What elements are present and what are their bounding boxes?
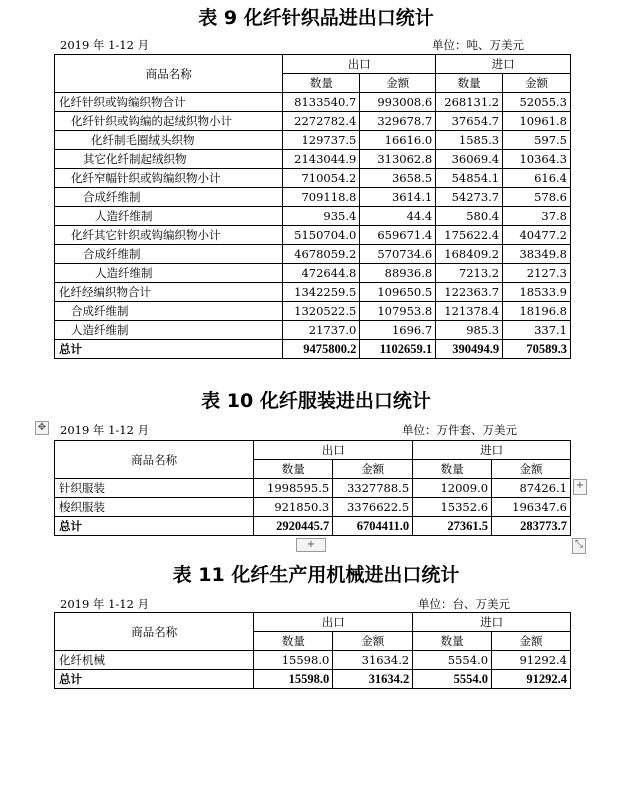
row-name: 合成纤维制 — [55, 302, 283, 321]
table10-header-export: 出口 — [254, 441, 413, 460]
import-qty: 5554.0 — [413, 651, 492, 670]
table-row — [55, 226, 571, 245]
import-qty: 37654.7 — [436, 112, 503, 131]
export-qty: 15598.0 — [254, 651, 333, 670]
row-name: 梭织服装 — [55, 498, 254, 517]
total-export-amt: 6704411.0 — [333, 517, 413, 536]
export-amt: 3327788.5 — [333, 479, 413, 498]
row-name: 合成纤维制 — [55, 245, 283, 264]
export-amt: 1696.7 — [360, 321, 436, 340]
import-amt: 10364.3 — [503, 150, 571, 169]
table11-header-export-qty: 数量 — [254, 632, 333, 651]
total-import-amt: 283773.7 — [492, 517, 571, 536]
table10 — [54, 440, 571, 536]
total-import-qty: 27361.5 — [413, 517, 492, 536]
export-qty: 2272782.4 — [283, 112, 360, 131]
table10-unit: 单位：万件套、万美元 — [402, 423, 517, 437]
export-qty: 4678059.2 — [283, 245, 360, 264]
table11-header-import: 进口 — [413, 613, 571, 632]
table-row — [55, 498, 571, 517]
resize-handle-icon[interactable]: ⤡ — [572, 538, 586, 554]
import-qty: 7213.2 — [436, 264, 503, 283]
import-qty: 121378.4 — [436, 302, 503, 321]
table9-period: 2019 年 1-12 月 — [60, 38, 150, 52]
total-export-qty: 2920445.7 — [254, 517, 333, 536]
export-amt: 659671.4 — [360, 226, 436, 245]
table10-title: 表 10 化纤服装进出口统计 — [201, 390, 431, 412]
row-name: 化纤经编织物合计 — [55, 283, 283, 302]
row-name: 化纤其它针织或钩编织物小计 — [55, 226, 283, 245]
table9-title: 表 9 化纤针织品进出口统计 — [198, 7, 434, 29]
import-amt: 2127.3 — [503, 264, 571, 283]
table11-header-export: 出口 — [254, 613, 413, 632]
table11-header-name: 商品名称 — [55, 613, 254, 651]
table-row — [55, 93, 571, 112]
row-name: 针织服装 — [55, 479, 254, 498]
total-label: 总计 — [55, 517, 254, 536]
table11-period: 2019 年 1-12 月 — [60, 597, 150, 611]
table10-header-export-qty: 数量 — [254, 460, 333, 479]
table11-unit: 单位：台、万美元 — [418, 597, 510, 611]
import-qty: 36069.4 — [436, 150, 503, 169]
import-qty: 580.4 — [436, 207, 503, 226]
export-amt: 570734.6 — [360, 245, 436, 264]
export-qty: 472644.8 — [283, 264, 360, 283]
export-qty: 5150704.0 — [283, 226, 360, 245]
import-amt: 10961.8 — [503, 112, 571, 131]
export-qty: 921850.3 — [254, 498, 333, 517]
table9-header-export: 出口 — [283, 55, 436, 74]
import-qty: 54273.7 — [436, 188, 503, 207]
table9-header-import-qty: 数量 — [436, 74, 503, 93]
row-name: 其它化纤制起绒织物 — [55, 150, 283, 169]
table-row — [55, 207, 571, 226]
import-qty: 54854.1 — [436, 169, 503, 188]
table-row — [55, 169, 571, 188]
import-qty: 268131.2 — [436, 93, 503, 112]
total-export-qty: 9475800.2 — [283, 340, 360, 359]
table11-header-import-amt: 金额 — [492, 632, 571, 651]
import-qty: 175622.4 — [436, 226, 503, 245]
total-label: 总计 — [55, 340, 283, 359]
row-name: 化纤针织或钩编的起绒织物小计 — [55, 112, 283, 131]
table-row — [55, 131, 571, 150]
import-amt: 52055.3 — [503, 93, 571, 112]
table9 — [54, 54, 571, 359]
table11 — [54, 612, 571, 689]
table11-header-export-amt: 金额 — [333, 632, 413, 651]
row-name: 人造纤维制 — [55, 321, 283, 340]
export-amt: 16616.0 — [360, 131, 436, 150]
export-amt: 31634.2 — [333, 651, 413, 670]
table10-header-import: 进口 — [413, 441, 571, 460]
table11-header-import-qty: 数量 — [413, 632, 492, 651]
import-qty: 15352.6 — [413, 498, 492, 517]
total-import-qty: 5554.0 — [413, 670, 492, 689]
export-amt: 3376622.5 — [333, 498, 413, 517]
export-qty: 935.4 — [283, 207, 360, 226]
import-amt: 37.8 — [503, 207, 571, 226]
row-name: 人造纤维制 — [55, 264, 283, 283]
table9-header-export-qty: 数量 — [283, 74, 360, 93]
import-amt: 38349.8 — [503, 245, 571, 264]
import-amt: 616.4 — [503, 169, 571, 188]
import-qty: 1585.3 — [436, 131, 503, 150]
table-row — [55, 264, 571, 283]
table-row — [55, 188, 571, 207]
export-amt: 107953.8 — [360, 302, 436, 321]
export-amt: 109650.5 — [360, 283, 436, 302]
table-total-row — [55, 517, 571, 536]
table-move-handle-icon[interactable]: ✥ — [35, 421, 49, 435]
table-row — [55, 150, 571, 169]
total-import-amt: 70589.3 — [503, 340, 571, 359]
export-qty: 8133540.7 — [283, 93, 360, 112]
import-amt: 91292.4 — [492, 651, 571, 670]
table-total-row — [55, 670, 571, 689]
table10-period: 2019 年 1-12 月 — [60, 423, 150, 437]
export-qty: 709118.8 — [283, 188, 360, 207]
table-row — [55, 302, 571, 321]
export-qty: 21737.0 — [283, 321, 360, 340]
import-amt: 18533.9 — [503, 283, 571, 302]
row-name: 化纤机械 — [55, 651, 254, 670]
table-row — [55, 651, 571, 670]
import-amt: 597.5 — [503, 131, 571, 150]
export-qty: 710054.2 — [283, 169, 360, 188]
table10-header-import-amt: 金额 — [492, 460, 571, 479]
table10-header-import-qty: 数量 — [413, 460, 492, 479]
import-qty: 985.3 — [436, 321, 503, 340]
total-export-amt: 31634.2 — [333, 670, 413, 689]
table9-header-export-amt: 金额 — [360, 74, 436, 93]
total-import-qty: 390494.9 — [436, 340, 503, 359]
import-amt: 40477.2 — [503, 226, 571, 245]
import-amt: 578.6 — [503, 188, 571, 207]
export-qty: 1320522.5 — [283, 302, 360, 321]
export-amt: 88936.8 — [360, 264, 436, 283]
import-qty: 168409.2 — [436, 245, 503, 264]
export-amt: 329678.7 — [360, 112, 436, 131]
import-amt: 87426.1 — [492, 479, 571, 498]
add-column-button[interactable]: + — [573, 479, 587, 495]
total-label: 总计 — [55, 670, 254, 689]
export-amt: 313062.8 — [360, 150, 436, 169]
table9-header-import-amt: 金额 — [503, 74, 571, 93]
table10-header-name: 商品名称 — [55, 441, 254, 479]
export-qty: 1342259.5 — [283, 283, 360, 302]
table-row — [55, 479, 571, 498]
export-qty: 129737.5 — [283, 131, 360, 150]
import-qty: 122363.7 — [436, 283, 503, 302]
export-amt: 3614.1 — [360, 188, 436, 207]
export-amt: 3658.5 — [360, 169, 436, 188]
table9-unit: 单位：吨、万美元 — [432, 38, 524, 52]
row-name: 化纤制毛圈绒头织物 — [55, 131, 283, 150]
import-amt: 337.1 — [503, 321, 571, 340]
export-qty: 1998595.5 — [254, 479, 333, 498]
table11-title: 表 11 化纤生产用机械进出口统计 — [172, 564, 460, 586]
import-qty: 12009.0 — [413, 479, 492, 498]
table-row — [55, 112, 571, 131]
table-row — [55, 321, 571, 340]
total-export-qty: 15598.0 — [254, 670, 333, 689]
export-amt: 993008.6 — [360, 93, 436, 112]
table-row — [55, 283, 571, 302]
import-amt: 196347.6 — [492, 498, 571, 517]
add-row-button[interactable]: + — [296, 538, 326, 552]
row-name: 化纤窄幅针织或钩编织物小计 — [55, 169, 283, 188]
table-row — [55, 245, 571, 264]
import-amt: 18196.8 — [503, 302, 571, 321]
row-name: 人造纤维制 — [55, 207, 283, 226]
table9-header-import: 进口 — [436, 55, 571, 74]
total-import-amt: 91292.4 — [492, 670, 571, 689]
table9-header-name: 商品名称 — [55, 55, 283, 93]
row-name: 合成纤维制 — [55, 188, 283, 207]
table-total-row — [55, 340, 571, 359]
table10-header-export-amt: 金额 — [333, 460, 413, 479]
total-export-amt: 1102659.1 — [360, 340, 436, 359]
export-amt: 44.4 — [360, 207, 436, 226]
row-name: 化纤针织或钩编织物合计 — [55, 93, 283, 112]
export-qty: 2143044.9 — [283, 150, 360, 169]
